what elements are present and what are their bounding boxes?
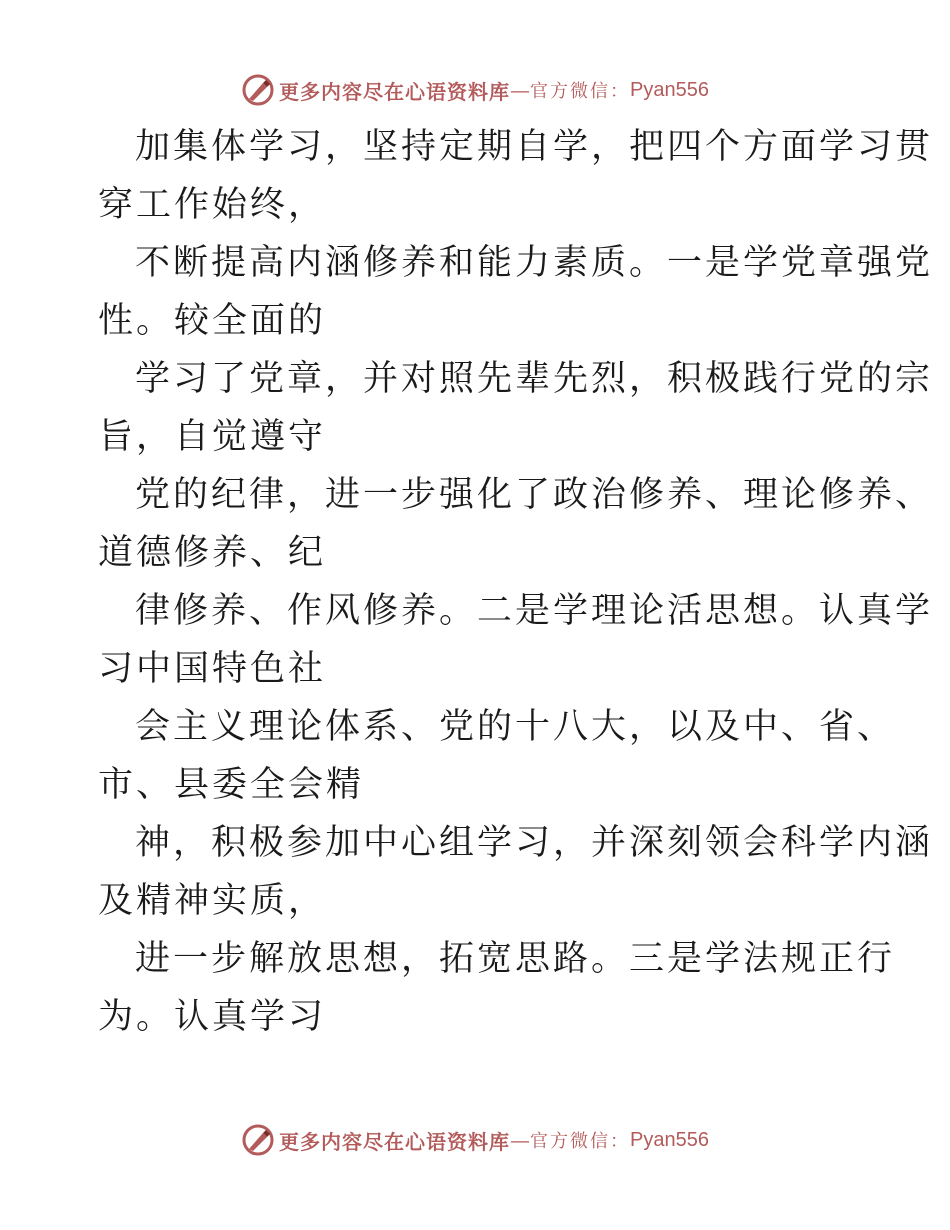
banner-wechat-label: 官方微信： bbox=[530, 81, 631, 102]
banner-dash: — bbox=[510, 78, 531, 102]
text-line: 习中国特色社 bbox=[98, 649, 327, 689]
document-body bbox=[98, 118, 934, 1046]
text-line: 神，积极参加中心组学习，并深刻领会科学内涵 bbox=[135, 823, 934, 863]
banner-text: 更多内容尽在心语资料库 bbox=[279, 79, 511, 104]
text-line: 道德修养、纪 bbox=[98, 533, 327, 573]
pen-logo-icon bbox=[241, 73, 275, 107]
text-line: 党的纪律，进一步强化了政治修养、理论修养、 bbox=[135, 475, 934, 515]
banner-dash: — bbox=[510, 1128, 531, 1152]
header-banner bbox=[0, 70, 950, 110]
text-line: 旨，自觉遵守 bbox=[98, 417, 327, 457]
text-line: 律修养、作风修养。二是学理论活思想。认真学 bbox=[135, 591, 934, 631]
text-line: 会主义理论体系、党的十八大，以及中、省、 bbox=[135, 707, 896, 747]
banner-wechat-label: 官方微信： bbox=[530, 1131, 631, 1152]
pen-logo-icon bbox=[241, 1123, 275, 1157]
banner-wechat-id: Pyan556 bbox=[630, 1128, 709, 1151]
banner-text: 更多内容尽在心语资料库 bbox=[279, 1129, 511, 1154]
text-line: 性。较全面的 bbox=[98, 301, 327, 341]
text-line: 为。认真学习 bbox=[98, 997, 327, 1037]
text-line: 市、县委全会精 bbox=[98, 765, 365, 805]
text-line: 进一步解放思想，拓宽思路。三是学法规正行 bbox=[135, 939, 896, 979]
footer-banner bbox=[0, 1120, 950, 1160]
text-line: 及精神实质， bbox=[98, 881, 327, 921]
banner-wechat-id: Pyan556 bbox=[630, 78, 709, 101]
text-line: 不断提高内涵修养和能力素质。一是学党章强党 bbox=[135, 243, 934, 283]
text-line: 学习了党章，并对照先辈先烈，积极践行党的宗 bbox=[135, 359, 934, 399]
text-line: 穿工作始终， bbox=[98, 185, 327, 225]
text-line: 加集体学习，坚持定期自学，把四个方面学习贯 bbox=[135, 127, 934, 167]
